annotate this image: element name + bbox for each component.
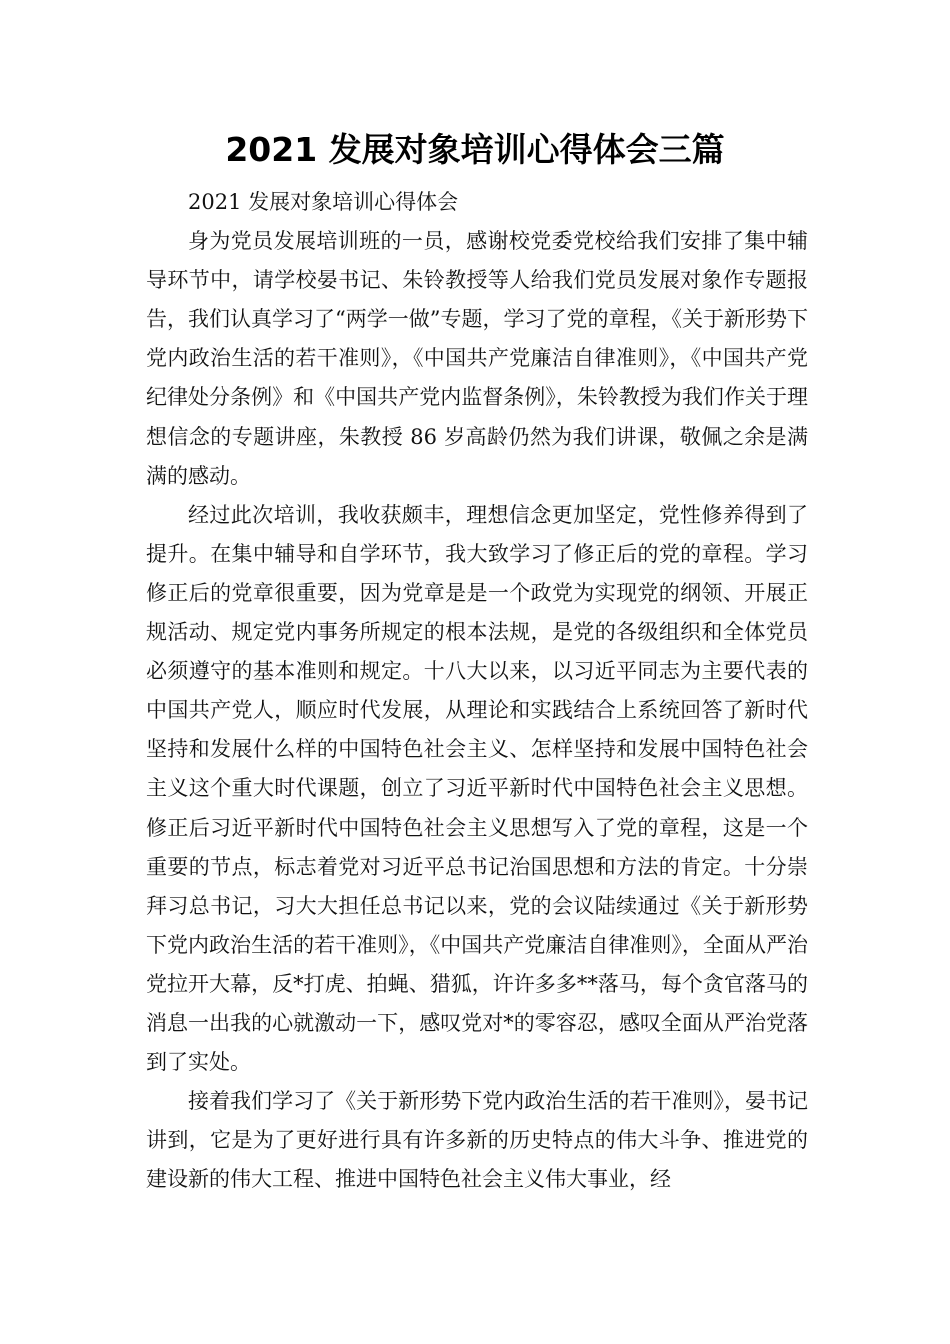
- document-body: [146, 183, 808, 1199]
- paragraph-3: 接着我们学习了《关于新形势下党内政治生活的若干准则》，晏书记讲到，它是为了更好进行具有许多新的历史特点的伟大斗争、推进党的建设新的伟大工程、推进中国特色社会主义伟大事业，经: [146, 1089, 808, 1192]
- document-subtitle: 2021 发展对象培训心得体会: [188, 190, 459, 214]
- paragraph-1: 身为党员发展培训班的一员，感谢校党委党校给我们安排了集中辅导环节中，请学校晏书记、朱铃教授等人给我们党员发展对象作专题报告，我们认真学习了“两学一做”专题，学习了党的章程，《关于新形势下党内政治生活的若干准则》，《中国共产党廉洁自律准则》，《中国共产党纪律处分条例》和《中国共产党内监督条例》，朱铃教授为我们作关于理想信念的专题讲座，朱教授 86 岁高龄仍然为我们讲课，敬佩之余是满满的感动。: [146, 229, 808, 488]
- document-title: 2021 发展对象培训心得体会三篇: [225, 130, 725, 169]
- paragraph-2: 经过此次培训，我收获颇丰，理想信念更加坚定，党性修养得到了提升。在集中辅导和自学环节，我大致学习了修正后的党的章程。学习修正后的党章很重要，因为党章是是一个政党为实现党的纲领、开展正规活动、规定党内事务所规定的根本法规，是党的各级组织和全体党员必须遵守的基本准则和规定。十八大以来，以习近平同志为主要代表的中国共产党人，顺应时代发展，从理论和实践结合上系统回答了新时代坚持和发展什么样的中国特色社会主义、怎样坚持和发展中国特色社会主义这个重大时代课题，创立了习近平新时代中国特色社会主义思想。修正后习近平新时代中国特色社会主义思想写入了党的章程，这是一个重要的节点，标志着党对习近平总书记治国思想和方法的肯定。十分崇拜习总书记，习大大担任总书记以来，党的会议陆续通过《关于新形势下党内政治生活的若干准则》，《中国共产党廉洁自律准则》，全面从严治党拉开大幕，反*打虎、拍蝇、猎狐，许许多多**落马，每个贪官落马的消息一出我的心就激动一下，感叹党对*的零容忍，感叹全面从严治党落到了实处。: [146, 502, 808, 1075]
